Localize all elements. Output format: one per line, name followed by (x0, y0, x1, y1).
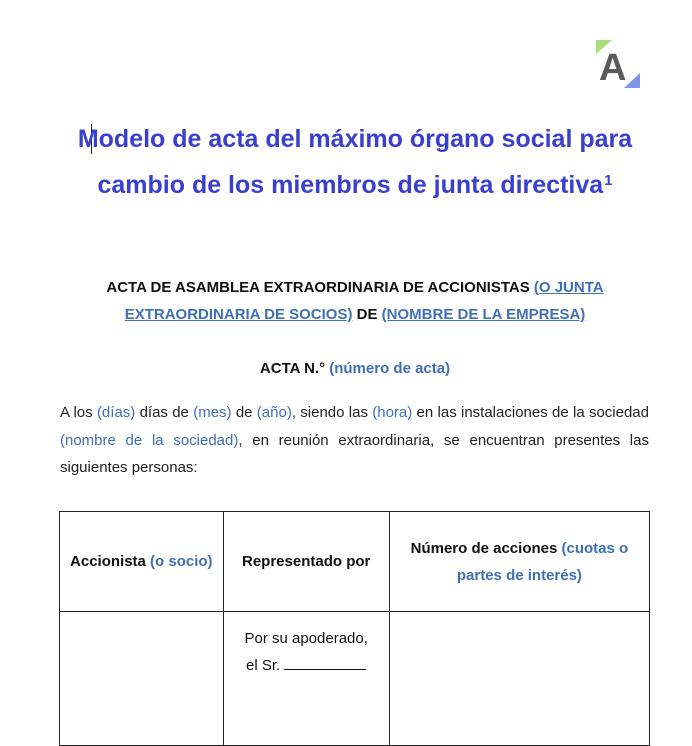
header-numero-acciones[interactable] (389, 512, 649, 612)
brand-logo-icon (594, 40, 642, 88)
acta-number-label: ACTA N.° (259, 360, 330, 377)
body-paragraph[interactable] (60, 399, 649, 482)
acta-number-line[interactable] (60, 357, 650, 381)
placeholder-o-socio[interactable]: (o socio) (150, 553, 213, 570)
title-text: Modelo de acta del máximo órgano social para cambio de los miembros de junta directiva (77, 125, 633, 199)
para-text: días de (135, 404, 194, 421)
placeholder-dias[interactable]: (días) (96, 404, 136, 421)
header-label: Número de acciones (410, 539, 562, 557)
cell-text: el Sr. (246, 657, 285, 674)
para-text: , siendo las (291, 404, 373, 421)
para-text: A los (60, 404, 97, 421)
placeholder-hora[interactable]: (hora) (372, 404, 413, 421)
placeholder-cuotas-partes[interactable]: (cuotas o partes de interés) (456, 539, 629, 584)
header-representado-por[interactable] (223, 512, 389, 612)
fill-in-blank[interactable] (284, 655, 366, 670)
header-accionista[interactable] (60, 512, 224, 612)
cell-representado[interactable] (223, 612, 389, 746)
table-header-row (60, 512, 650, 612)
heading-text: ACTA DE ASAMBLEA EXTRAORDINARIA DE ACCIONISTAS (106, 279, 534, 296)
header-label: Representado por (242, 553, 371, 570)
heading-de: DE (352, 306, 382, 323)
placeholder-anio[interactable]: (año) (256, 404, 292, 421)
attendees-table (59, 511, 650, 746)
acta-heading[interactable] (60, 274, 650, 328)
logo-letter: A (599, 47, 627, 88)
placeholder-mes[interactable]: (mes) (193, 404, 232, 421)
para-text: , en reunión extraordinaria, se encuentran presentes las siguientes personas: (60, 431, 649, 476)
cell-acciones[interactable] (389, 612, 649, 746)
placeholder-nombre-empresa[interactable]: (NOMBRE DE LA EMPRESA) (381, 306, 586, 323)
table-row (60, 612, 650, 746)
placeholder-junta-socios[interactable]: (O JUNTA EXTRAORDINARIA DE SOCIOS) (124, 279, 604, 323)
header-label: Accionista (70, 553, 151, 570)
placeholder-numero-acta[interactable]: (número de acta) (329, 360, 451, 377)
placeholder-nombre-sociedad[interactable]: (nombre de la sociedad) (60, 431, 239, 449)
cell-text: Por su apoderado, (244, 630, 368, 647)
document-title[interactable] (60, 116, 650, 208)
footnote-marker[interactable]: 1 (604, 172, 613, 189)
cell-accionista[interactable] (60, 612, 224, 746)
para-text: en las instalaciones de la sociedad (412, 404, 649, 421)
para-text: de (231, 404, 257, 421)
